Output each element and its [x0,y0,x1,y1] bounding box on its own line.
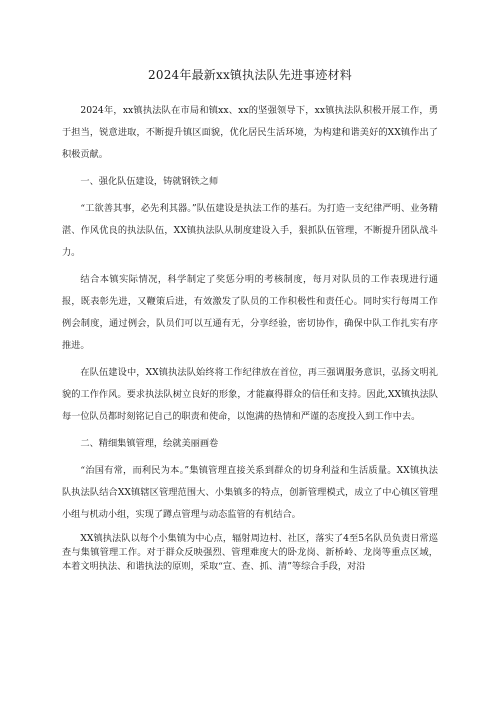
body-paragraph: 结合本镇实际情况，科学制定了奖惩分明的考核制度，每月对队员的工作表现进行通报，既表彰先进，又鞭策后进，有效激发了队员的工作积极性和责任心。同时实行每周工作例会制度，通过例会，队员们可以互通有无，分享经验，密切协作，确保中队工作扎实有序推进。 [62,274,438,351]
body-paragraph: XX镇执法队以每个小集镇为中心点，辐射周边村、社区，落实了4至5名队员负责日常巡查与集镇管理工作。对于群众反映强烈、管理难度大的卧龙岗、新桥岭、龙岗等重点区域，本着文明执法、和谐执法的原则，采取“宣、查、抓、清”等综合手段，对沿 [62,533,438,572]
body-paragraph: “工欲善其事，必先利其器。”队伍建设是执法工作的基石。为打造一支纪律严明、业务精湛、作风优良的执法队伍，XX镇执法队从制度建设入手，狠抓队伍管理，不断提升团队战斗力。 [62,203,438,258]
intro-paragraph: 2024年，xx镇执法队在市局和镇xx、xx的坚强领导下，xx镇执法队积极开展工作，勇于担当，锐意进取，不断提升镇区面貌，优化居民生活环境，为构建和谐美好的XX镇作出了积极贡献。 [62,105,438,160]
section-heading-1: 一、强化队伍建设，铸就钢铁之师 [80,176,219,187]
body-paragraph: “治国有常，而利民为本。”集镇管理直接关系到群众的切身利益和生活质量。XX镇执法队执法队结合XX镇辖区管理范围大、小集镇多的特点，创新管理模式，成立了中心镇区管理小组与机动小组，实现了蹲点管理与动态监管的有机结合。 [62,465,438,520]
body-paragraph: 在队伍建设中，XX镇执法队始终将工作纪律放在首位，再三强调服务意识，弘扬文明礼貌的工作作风。要求执法队树立良好的形象，才能赢得群众的信任和支持。因此,XX镇执法队每一位队员都时刻铭记自己的职责和使命，以饱满的热情和严谨的态度投入到工作中去。 [62,367,438,422]
section-heading-2: 二、精细集镇管理，绘就美丽画卷 [80,438,219,449]
document-title: 2024年最新xx镇执法队先进事迹材料 [148,68,352,82]
